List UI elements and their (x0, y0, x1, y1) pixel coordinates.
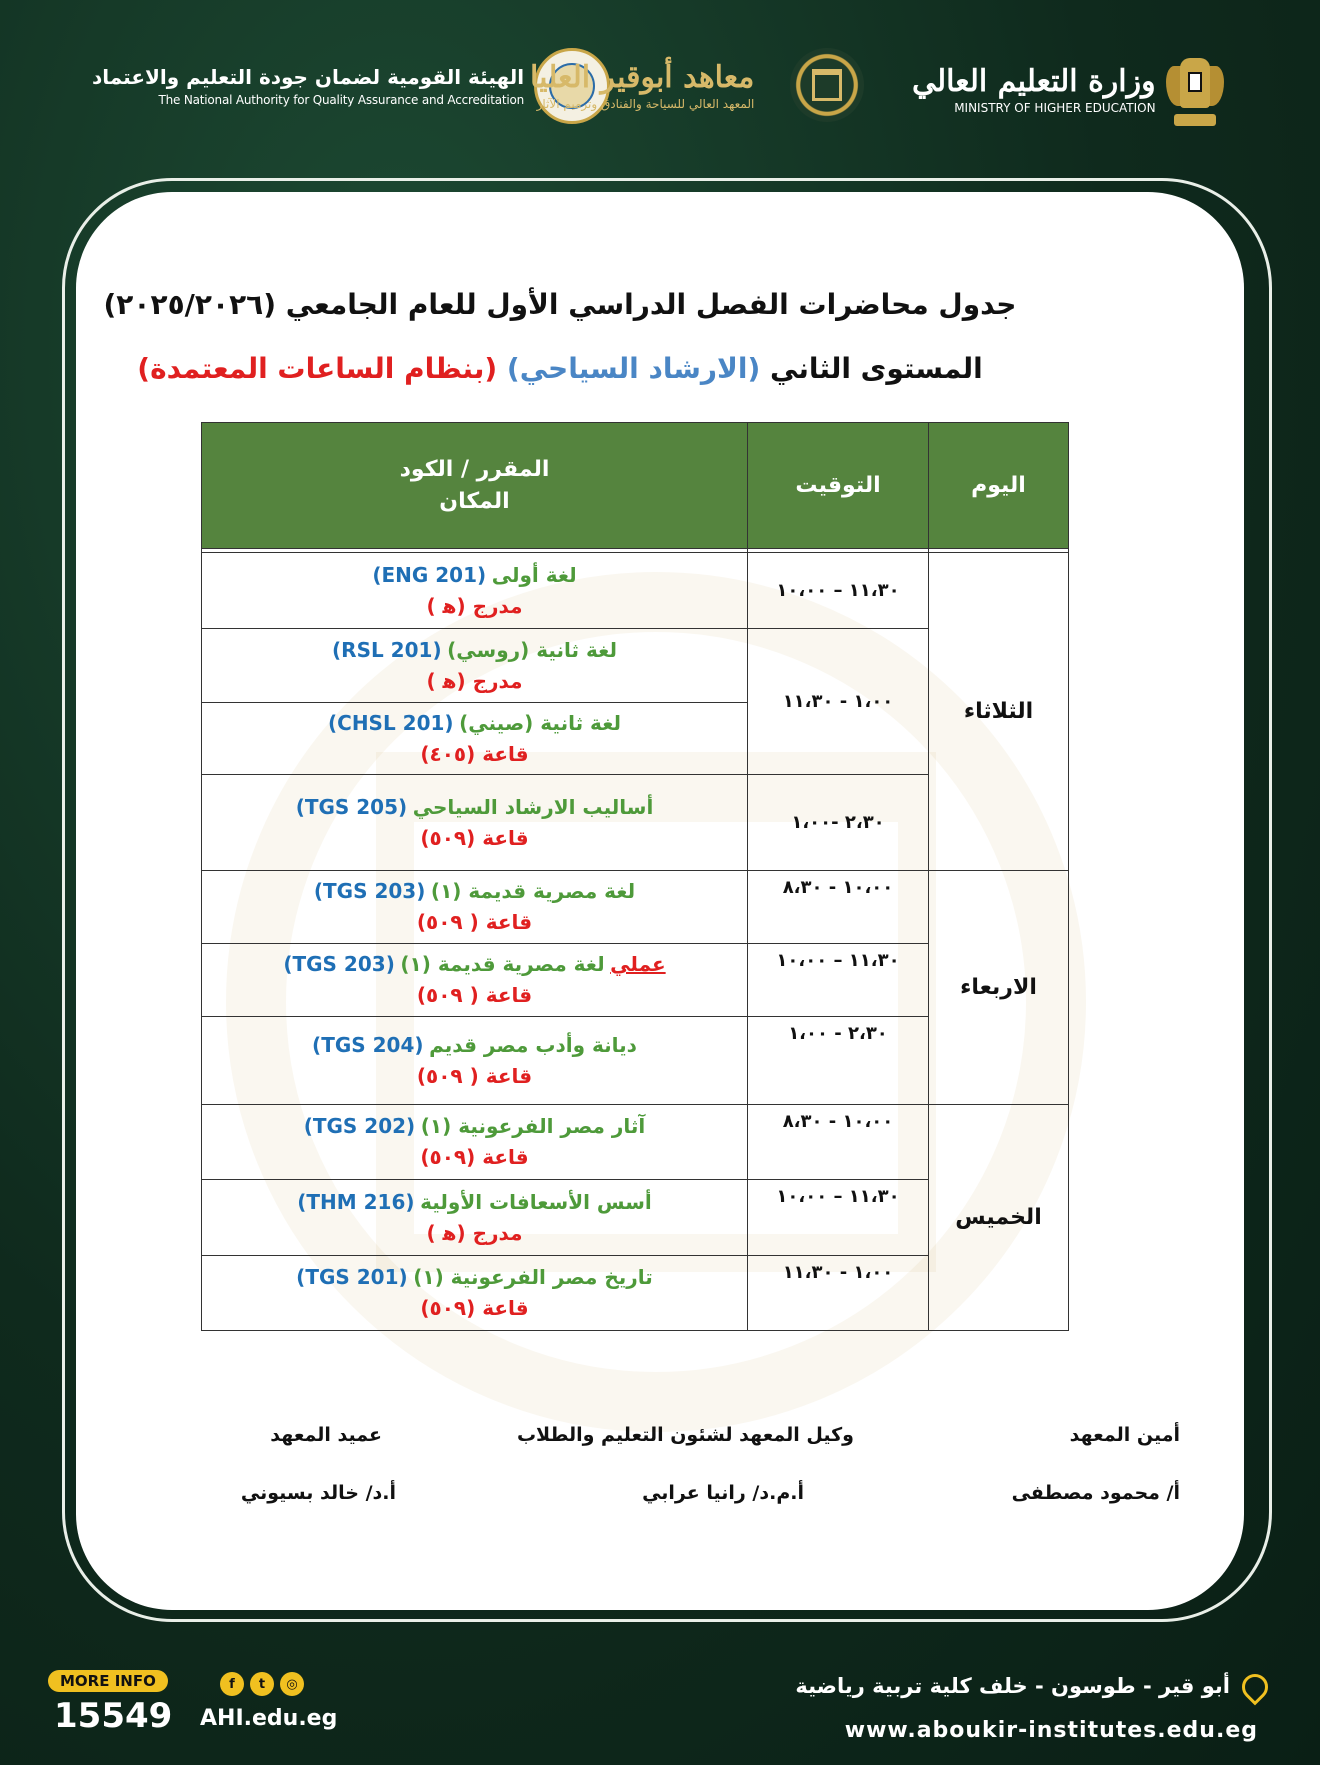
vice-dean-name: أ.م.د/ رانيا عرابي (642, 1482, 804, 1504)
course-code: (CHSL 201) (328, 710, 454, 735)
course-room: مدرج (ﻫ ) (426, 1220, 523, 1245)
course-name: لغة مصرية قديمة (١) (400, 952, 605, 976)
schedule-table (201, 422, 1069, 1331)
day-wednesday: الاربعاء (929, 871, 1069, 1105)
time-cell: ١،٠٠ - ١١،٣٠ (748, 1256, 929, 1331)
hotline-number[interactable]: 15549 (54, 1696, 173, 1736)
schedule-card (76, 192, 1244, 1610)
page-footer (0, 1630, 1320, 1765)
course-room: قاعة ( ٥٠٩) (416, 983, 533, 1007)
course-name: آثار مصر الفرعونية (١) (420, 1114, 646, 1138)
course-code: (TGS 201) (296, 1265, 408, 1289)
col-time: التوقيت (748, 423, 929, 549)
social-icons (220, 1672, 304, 1696)
course-name: لغة أولى (491, 562, 577, 587)
table-row (202, 871, 1069, 944)
table-row (202, 553, 1069, 629)
col-course-place-label: المكان (439, 488, 510, 514)
course-cell (202, 1017, 748, 1105)
short-website-link[interactable]: AHI.edu.eg (200, 1706, 338, 1731)
dean-name: أ.د/ خالد بسيوني (240, 1482, 396, 1504)
location-pin-icon (1237, 1669, 1274, 1706)
table-row (202, 1105, 1069, 1180)
facebook-icon[interactable]: f (220, 1672, 244, 1696)
course-cell (202, 703, 748, 775)
time-cell: ١١،٣٠ – ١٠،٠٠ (748, 553, 929, 629)
nqaa-english-name: The National Authority for Quality Assurance and Accreditation (158, 93, 525, 107)
course-name: أساليب الارشاد السياحي (412, 794, 654, 819)
course-code: (TGS 205) (295, 794, 408, 819)
course-code: (TGS 202) (303, 1114, 416, 1138)
course-cell (202, 553, 748, 629)
time-cell: ١١،٣٠ – ١٠،٠٠ (748, 1180, 929, 1256)
practical-prefix: عملي (610, 952, 666, 976)
course-code: (TGS 203) (283, 952, 395, 976)
time-cell: ١٠،٠٠ - ٨،٣٠ (748, 1105, 929, 1180)
day-thursday: الخميس (929, 1105, 1069, 1331)
course-code: (THM 216) (297, 1189, 415, 1214)
course-cell (202, 871, 748, 944)
course-cell (202, 944, 748, 1017)
course-cell (202, 1180, 748, 1256)
time-cell: ١،٠٠ - ١١،٣٠ (748, 629, 929, 775)
egypt-eagle-icon (1166, 48, 1224, 130)
ahi-logo (530, 48, 864, 122)
course-code: (TGS 204) (312, 1032, 424, 1057)
table-header-row (202, 423, 1069, 549)
secretary-title: أمين المعهد (1069, 1424, 1180, 1446)
course-room: قاعة ( ٥٠٩) (416, 1063, 533, 1088)
time-cell: ١١،٣٠ – ١٠،٠٠ (748, 944, 929, 1017)
course-room: قاعة (٥٠٩) (420, 1296, 529, 1320)
course-cell (202, 1105, 748, 1180)
ahi-arabic-name: معاهد أبوقير العليا (530, 59, 755, 95)
vice-dean-title: وكيل المعهد لشئون التعليم والطلاب (516, 1424, 854, 1446)
ahi-subtitle: المعهد العالي للسياحة والفنادق وترميم الآثار (536, 96, 755, 111)
course-cell (202, 1256, 748, 1331)
level-label: المستوى الثاني (770, 352, 983, 385)
course-name: أسس الأسعافات الأولية (420, 1189, 652, 1214)
course-name: لغة ثانية (روسي) (447, 637, 617, 662)
course-room: قاعة (٥٠٩) (420, 825, 529, 850)
schedule-subtitle (76, 352, 1244, 385)
course-name: لغة مصرية قديمة (١) (430, 879, 636, 903)
day-tuesday: الثلاثاء (929, 553, 1069, 871)
page-header (0, 0, 1320, 175)
address-text: أبو قير - طوسون - خلف كلية تربية رياضية (795, 1674, 1230, 1698)
dept-label: (الارشاد السياحي) (506, 352, 761, 385)
course-name: ديانة وأدب مصر قديم (429, 1032, 637, 1057)
instagram-icon[interactable]: ◎ (280, 1672, 304, 1696)
more-info-badge: MORE INFO (48, 1670, 168, 1692)
time-cell: ١٠،٠٠ - ٨،٣٠ (748, 871, 929, 944)
course-room: قاعة (٥٠٩) (420, 1145, 529, 1169)
ahi-emblem-icon (790, 48, 864, 122)
course-code: (ENG 201) (372, 562, 487, 587)
schedule-title: جدول محاضرات الفصل الدراسي الأول للعام الجامعي (٢٠٢٥/٢٠٢٦) (103, 288, 1017, 321)
col-course (202, 423, 748, 549)
course-code: (RSL 201) (332, 637, 442, 662)
system-label: (بنظام الساعات المعتمدة) (137, 352, 498, 385)
course-cell (202, 775, 748, 871)
course-name: لغة ثانية (صيني) (459, 710, 621, 735)
course-room: قاعة ( ٥٠٩) (416, 910, 533, 934)
time-cell: ٢،٣٠ - ١،٠٠ (748, 1017, 929, 1105)
course-room: مدرج (ﻫ ) (426, 668, 523, 693)
course-name: تاريخ مصر الفرعونية (١) (413, 1265, 653, 1289)
time-cell: ٢،٣٠ -١،٠٠ (748, 775, 929, 871)
twitter-icon[interactable]: t (250, 1672, 274, 1696)
course-code: (TGS 203) (313, 879, 426, 903)
col-course-code-label: المقرر / الكود (399, 456, 550, 482)
website-link[interactable]: www.aboukir-institutes.edu.eg (844, 1718, 1258, 1743)
moe-arabic-name: وزارة التعليم العالي (912, 63, 1156, 99)
course-room: مدرج (ﻫ ) (426, 593, 523, 618)
moe-logo (912, 48, 1224, 130)
course-room: قاعة (٤٠٥) (420, 741, 529, 766)
secretary-name: أ/ محمود مصطفى (1011, 1482, 1180, 1504)
nqaa-arabic-name: الهيئة القومية لضمان جودة التعليم والاعتماد (92, 65, 525, 89)
moe-english-name: MINISTRY OF HIGHER EDUCATION (954, 100, 1156, 115)
course-cell (202, 629, 748, 703)
col-day: اليوم (929, 423, 1069, 549)
dean-title: عميد المعهد (270, 1424, 382, 1446)
